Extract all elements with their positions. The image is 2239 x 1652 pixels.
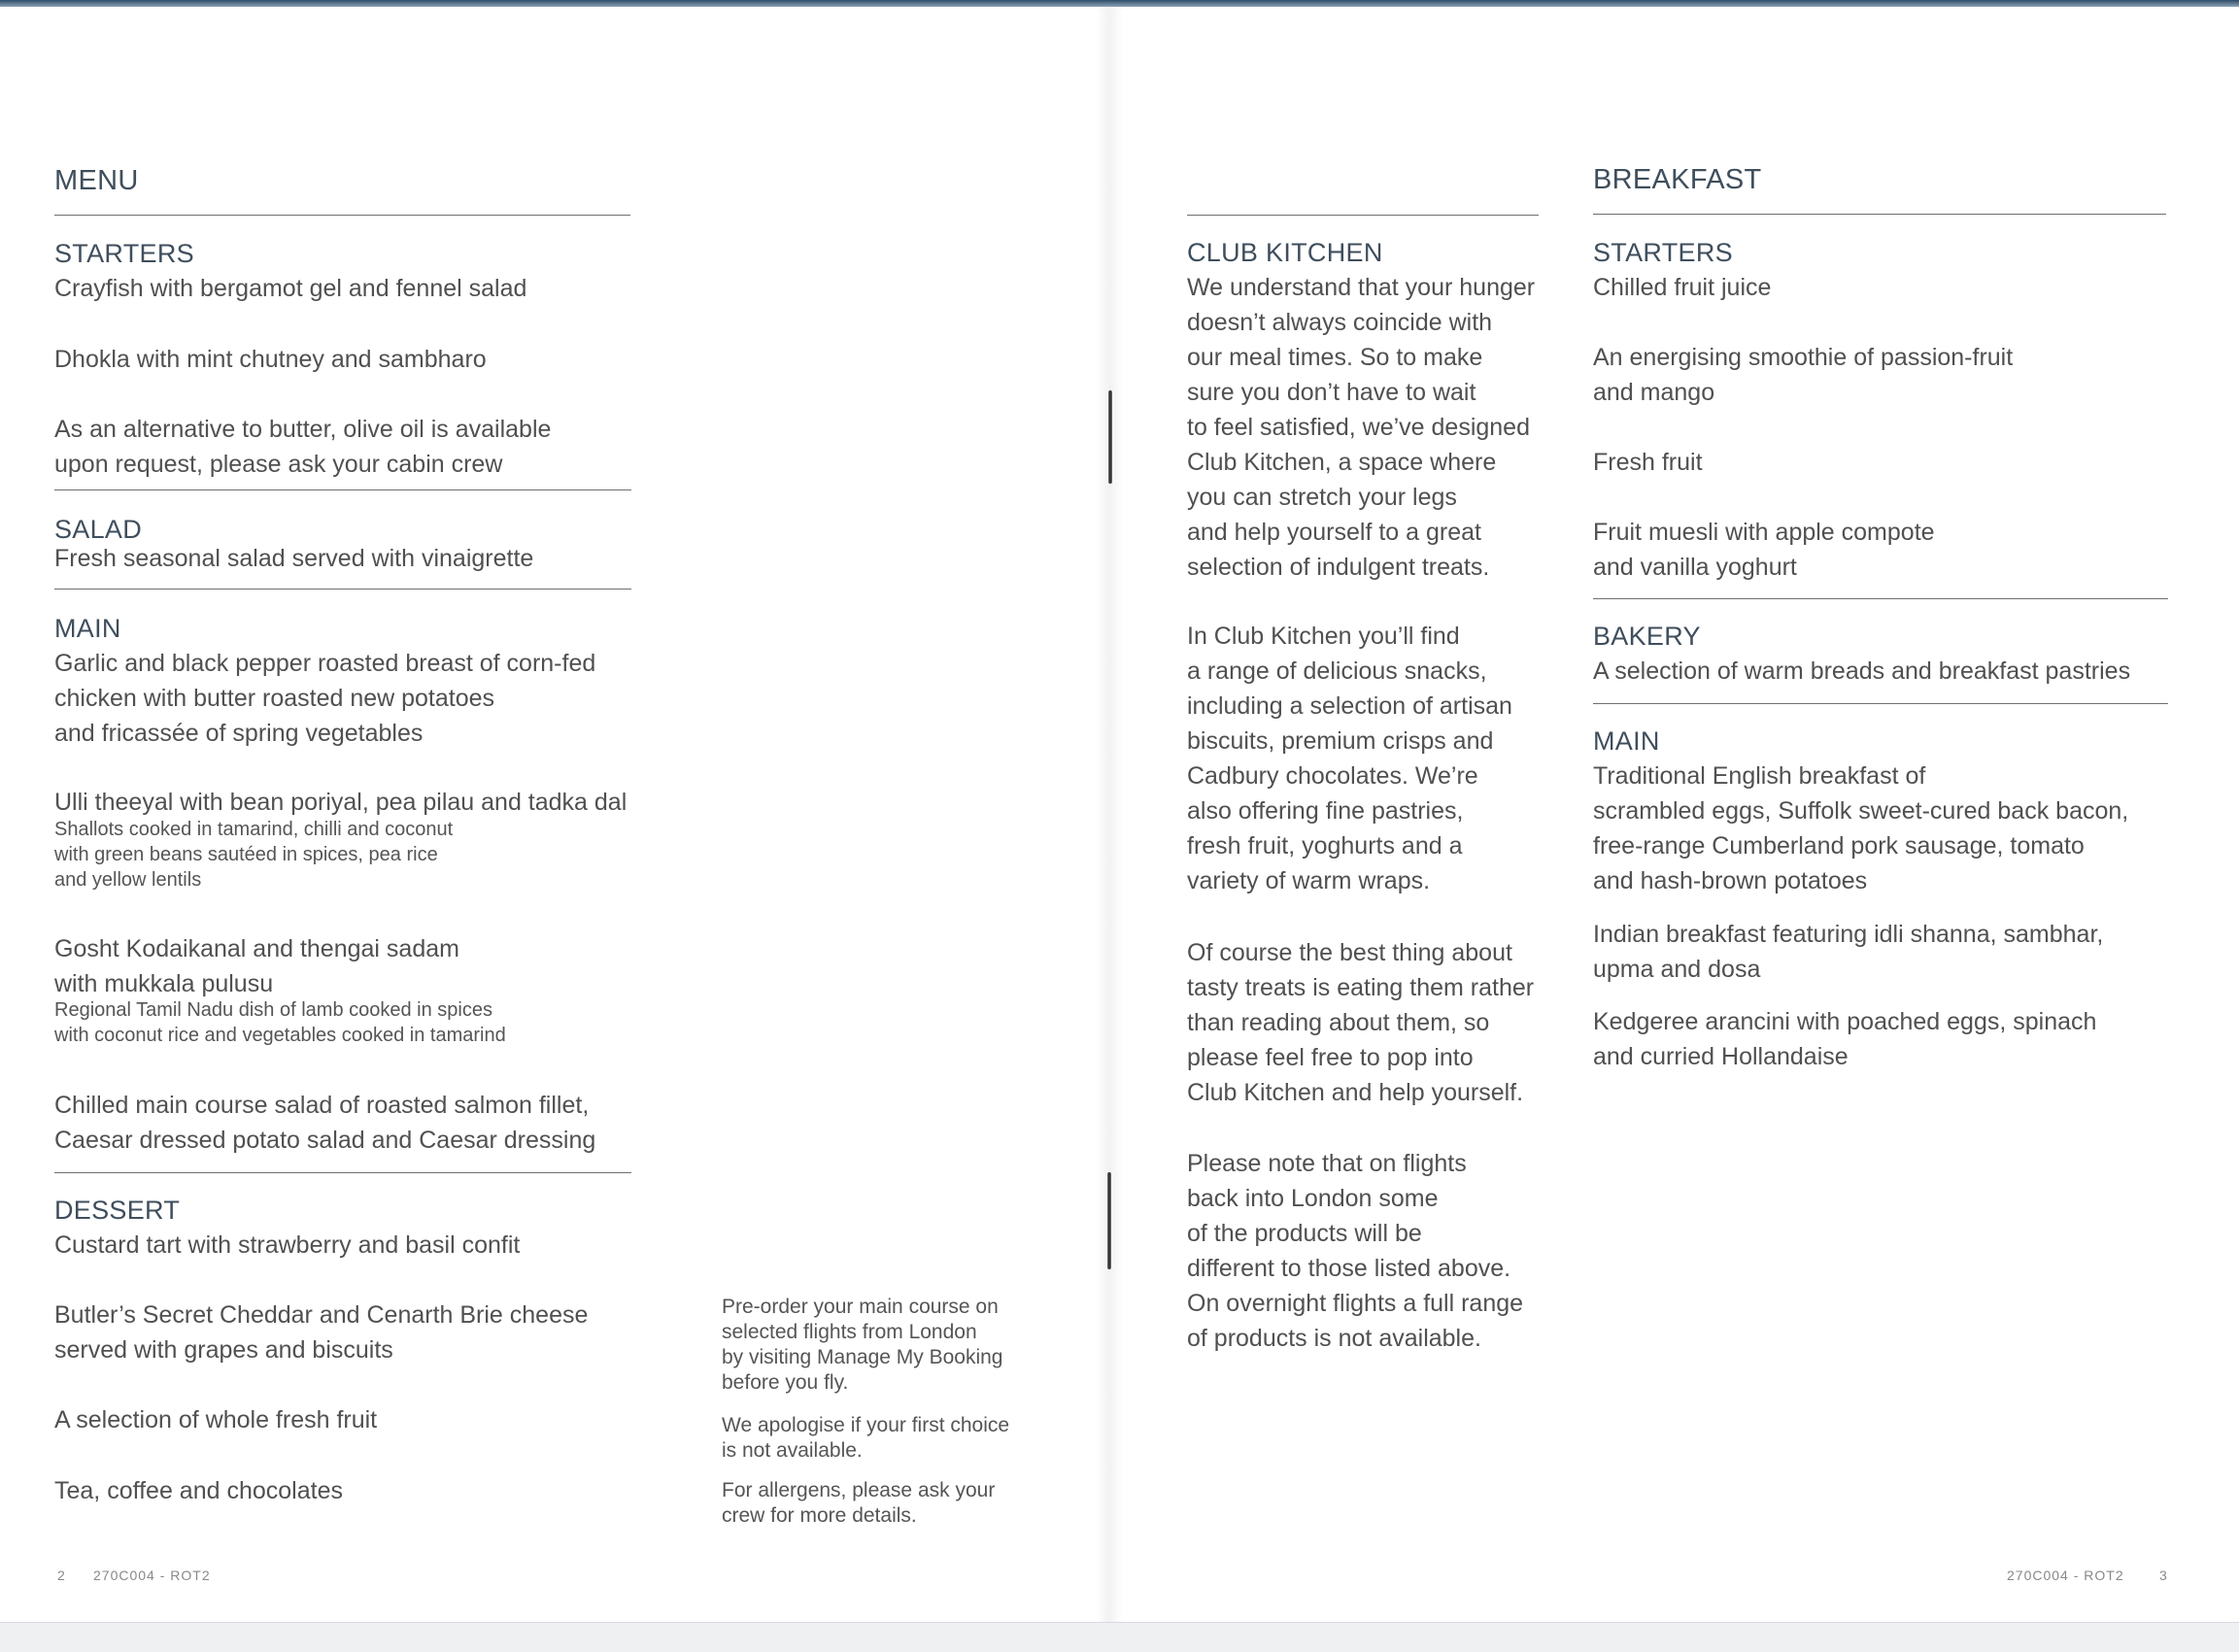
dessert-heading: DESSERT [54,1196,181,1225]
menu-item: Fruit muesli with apple compote and vanilla yoghurt [1593,519,1935,581]
club-kitchen-heading: CLUB KITCHEN [1187,238,1383,267]
staple-bottom [1107,1172,1111,1269]
bakery-heading: BAKERY [1593,622,1701,651]
menu-item: Chilled fruit juice [1593,274,1772,301]
club-kitchen-paragraph: Please note that on flights back into London some of the products will be different to those listed above. On overnight flights a full range of products is not available. [1187,1150,1524,1352]
divider [1593,703,2168,704]
main-heading: MAIN [54,614,121,643]
club-kitchen-paragraph: We understand that your hunger doesn’t always coincide with our meal times. So to make sure you don’t have to wait to feel satisfied, we’ve designed Club Kitchen, a space where you can stretch your legs and help yourself to a great selection of indulgent treats. [1187,274,1536,581]
club-kitchen-paragraph: In Club Kitchen you’ll find a range of delicious snacks, including a selection of artisan biscuits, premium crisps and Cadbury chocolates. We’re also offering fine pastries, fresh fruit, yoghurts and a variety of warm wraps. [1187,623,1512,894]
booklet-gutter [1096,7,1123,1622]
divider [1593,598,2168,599]
divider [54,489,631,490]
menu-item: Crayfish with bergamot gel and fennel salad [54,275,527,302]
menu-item: Dhokla with mint chutney and sambharo [54,346,487,373]
menu-item: Fresh seasonal salad served with vinaigrette [54,545,534,572]
staple-top [1108,390,1112,484]
menu-item: Gosht Kodaikanal and thengai sadam with mukkala pulusu [54,935,459,997]
menu-note: As an alternative to butter, olive oil is available upon request, please ask your cabin crew [54,416,552,478]
starters-heading: STARTERS [54,239,194,268]
right-page-code: 270C004 - ROT2 [2007,1568,2124,1583]
menu-item-description: Regional Tamil Nadu dish of lamb cooked in spices with coconut rice and vegetables cooked in tamarind [54,999,506,1046]
menu-item: Traditional English breakfast of scrambled eggs, Suffolk sweet-cured back bacon, free-range Cumberland pork sausage, tomato and hash-brown potatoes [1593,762,2129,894]
breakfast-title: BREAKFAST [1593,164,1762,195]
menu-item: Fresh fruit [1593,449,1703,476]
divider [54,1172,631,1173]
scan-top-edge [0,0,2239,7]
allergens-note: For allergens, please ask your crew for more details. [722,1479,996,1527]
menu-item: A selection of whole fresh fruit [54,1406,378,1433]
right-page-number: 3 [2159,1568,2168,1583]
divider [1187,215,1539,216]
breakfast-main-heading: MAIN [1593,726,1660,756]
club-kitchen-paragraph: Of course the best thing about tasty treats is eating them rather than reading about them, so please feel free to pop into Club Kitchen and help yourself. [1187,939,1535,1106]
apology-note: We apologise if your first choice is not available. [722,1414,1010,1462]
divider [54,215,630,216]
menu-item: Custard tart with strawberry and basil confit [54,1231,521,1259]
menu-item-description: Shallots cooked in tamarind, chilli and coconut with green beans sautéed in spices, pea rice and yellow lentils [54,819,454,891]
salad-heading: SALAD [54,515,143,544]
menu-item: Garlic and black pepper roasted breast of corn-fed chicken with butter roasted new potatoes and fricassée of spring vegetables [54,650,596,747]
menu-item: Kedgeree arancini with poached eggs, spinach and curried Hollandaise [1593,1008,2097,1070]
menu-item: Ulli theeyal with bean poriyal, pea pilau and tadka dal [54,789,628,816]
scan-bottom-edge [0,1622,2239,1652]
breakfast-starters-heading: STARTERS [1593,238,1733,267]
divider [54,589,631,590]
left-page-code: 270C004 - ROT2 [93,1568,211,1583]
menu-item: Indian breakfast featuring idli shanna, sambhar, upma and dosa [1593,921,2104,983]
divider [1593,214,2166,215]
menu-item: Chilled main course salad of roasted salmon fillet, Caesar dressed potato salad and Caesar dressing [54,1092,596,1154]
menu-item: A selection of warm breads and breakfast pastries [1593,657,2131,685]
left-page-number: 2 [57,1568,66,1583]
menu-item: Tea, coffee and chocolates [54,1477,343,1504]
menu-title: MENU [54,165,139,196]
menu-item: An energising smoothie of passion-fruit and mango [1593,344,2014,406]
preorder-note: Pre-order your main course on selected flights from London by visiting Manage My Booking before you fly. [722,1296,1003,1394]
menu-item: Butler’s Secret Cheddar and Cenarth Brie cheese served with grapes and biscuits [54,1301,589,1364]
